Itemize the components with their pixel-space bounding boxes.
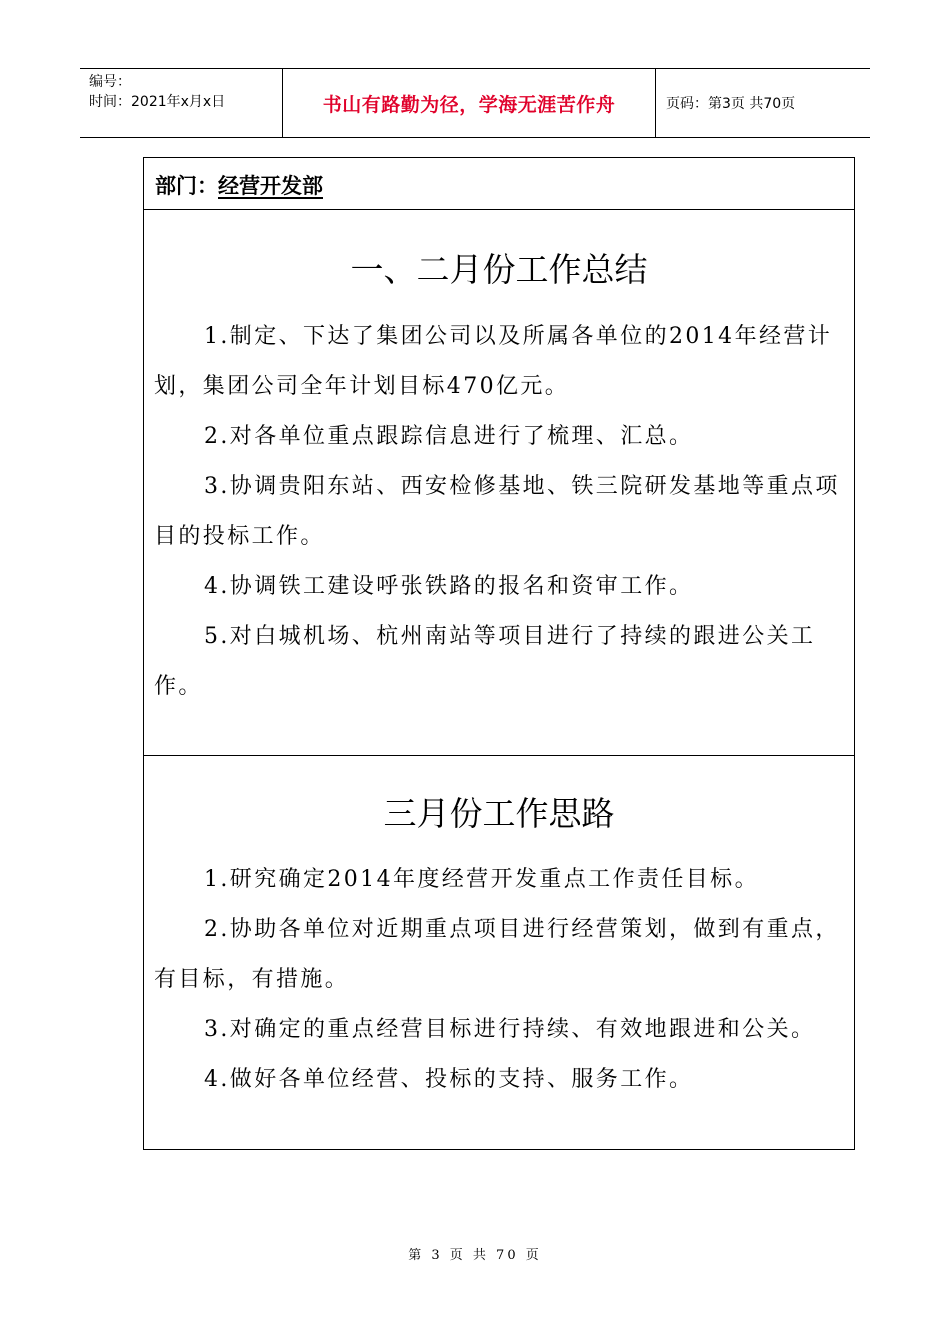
list-item: 2.协助各单位对近期重点项目进行经营策划，做到有重点，有目标，有措施。 [154, 917, 840, 992]
list-item: 2.对各单位重点跟踪信息进行了梳理、汇总。 [204, 424, 694, 449]
section-title-march: 三月份工作思路 [383, 794, 615, 833]
department-field [155, 170, 323, 200]
february-summary-list [154, 312, 844, 712]
header-page-cell [656, 69, 870, 137]
header-motto: 书山有路勤为径，学海无涯苦作舟 [322, 93, 616, 116]
section-title-february: 一、二月份工作总结 [350, 250, 648, 289]
document-header [80, 68, 870, 138]
department-label: 部门： [155, 174, 218, 198]
february-summary-section [144, 210, 854, 756]
list-item: 3.对确定的重点经营目标进行持续、有效地跟进和公关。 [204, 1017, 816, 1042]
document-time-label: 时间：2021年x月x日 [89, 94, 226, 110]
header-meta-cell [80, 69, 283, 137]
list-item: 4.协调铁工建设呼张铁路的报名和资审工作。 [204, 574, 694, 599]
header-page-code: 页码：第3页 共70页 [666, 96, 796, 112]
page-footer: 第 3 页 共 70 页 [408, 1248, 542, 1263]
list-item: 5.对白城机场、杭州南站等项目进行了持续的跟进公关工作。 [154, 624, 816, 699]
list-item: 1.研究确定2014年度经营开发重点工作责任目标。 [204, 867, 759, 892]
department-row [144, 158, 854, 210]
march-plan-list [154, 855, 844, 1105]
list-item: 1.制定、下达了集团公司以及所属各单位的2014年经营计划，集团公司全年计划目标470亿元。 [154, 324, 833, 399]
department-value: 经营开发部 [218, 174, 323, 198]
list-item: 4.做好各单位经营、投标的支持、服务工作。 [204, 1067, 694, 1092]
report-table [143, 157, 855, 1150]
header-motto-cell [283, 69, 656, 137]
document-number-label: 编号： [89, 74, 131, 90]
list-item: 3.协调贵阳东站、西安检修基地、铁三院研发基地等重点项目的投标工作。 [154, 474, 840, 549]
march-plan-section [144, 756, 854, 1149]
